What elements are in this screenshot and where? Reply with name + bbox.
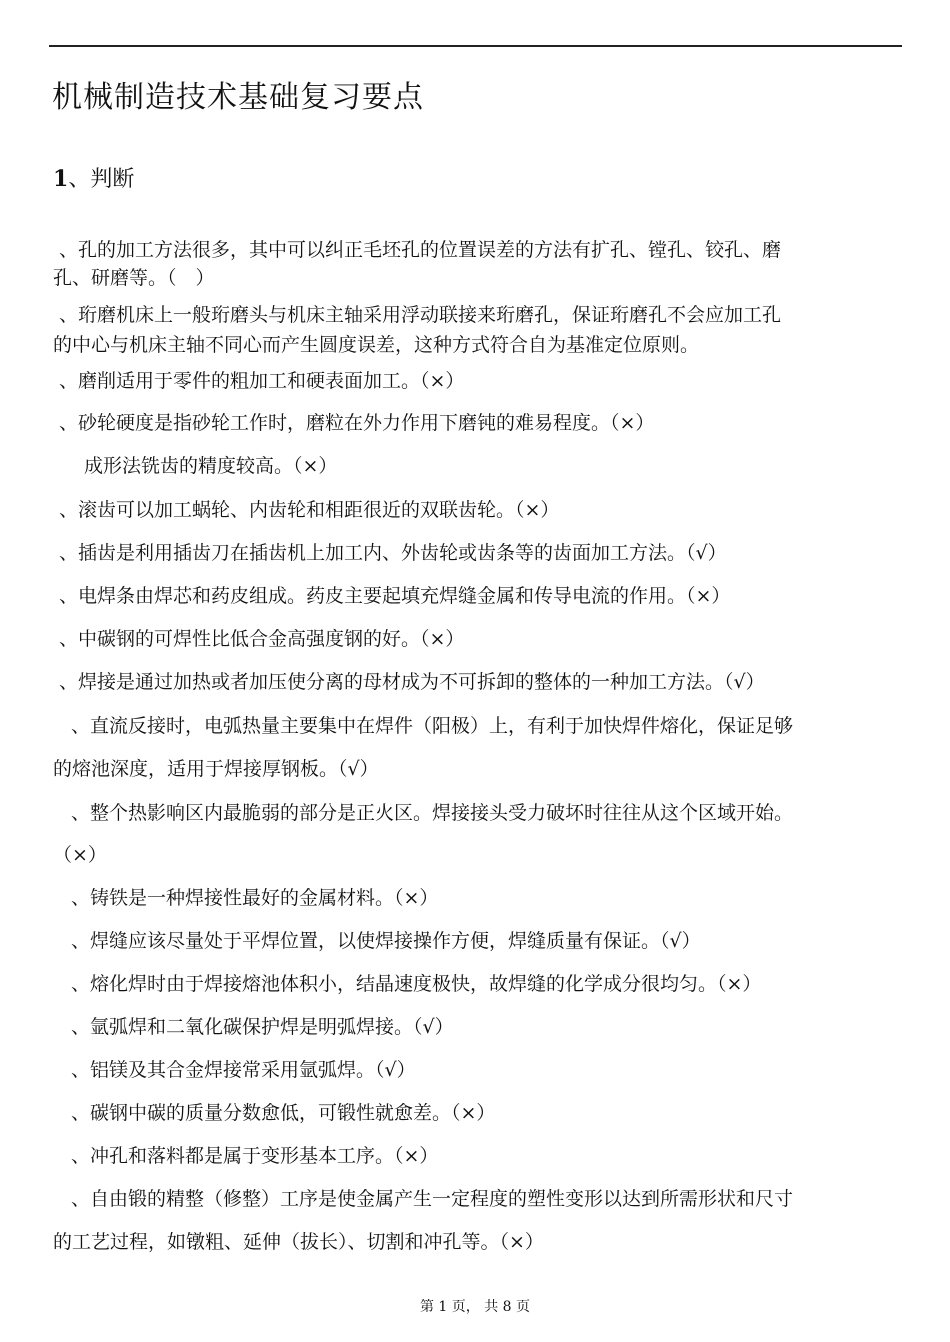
- section-heading: [53, 162, 134, 193]
- text-line: 、整个热影响区内最脆弱的部分是正火区。焊接接头受力破坏时往往从这个区域开始。: [71, 802, 794, 824]
- document-title: 机械制造技术基础复习要点: [52, 80, 424, 115]
- page-footer: 第 1 页， 共 8 页: [419, 1299, 531, 1315]
- text-line: 的中心与机床主轴不同心而产生圆度误差，这种方式符合自为基准定位原则。: [53, 334, 700, 356]
- section-number: 1: [53, 166, 69, 192]
- text-line: 、珩磨机床上一般珩磨头与机床主轴采用浮动联接来珩磨孔，保证珩磨孔不会应加工孔: [59, 304, 782, 326]
- text-line: 、直流反接时，电弧热量主要集中在焊件（阳极）上，有利于加快焊件熔化，保证足够: [71, 715, 794, 737]
- text-line: 、滚齿可以加工蜗轮、内齿轮和相距很近的双联齿轮。（×）: [59, 499, 560, 521]
- text-line: 成形法铣齿的精度较高。（×）: [84, 455, 338, 477]
- section-label: 、判断: [68, 167, 135, 192]
- text-line: 、氩弧焊和二氧化碳保护焊是明弧焊接。（√）: [71, 1016, 454, 1038]
- text-line: 、自由锻的精整（修整）工序是使金属产生一定程度的塑性变形以达到所需形状和尺寸: [71, 1188, 794, 1210]
- text-line: 、电焊条由焊芯和药皮组成。药皮主要起填充焊缝金属和传导电流的作用。（×）: [59, 585, 731, 607]
- text-line: 、砂轮硬度是指砂轮工作时，磨粒在外力作用下磨钝的难易程度。（×）: [59, 412, 655, 434]
- text-line: 的工艺过程，如镦粗、延伸（拔长）、切割和冲孔等。（×）: [53, 1231, 544, 1253]
- text-line: 、中碳钢的可焊性比低合金高强度钢的好。（×）: [59, 628, 465, 650]
- text-line: （×）: [53, 844, 107, 866]
- text-line: 、碳钢中碳的质量分数愈低，可锻性就愈差。（×）: [71, 1102, 496, 1124]
- text-line: 、插齿是利用插齿刀在插齿机上加工内、外齿轮或齿条等的齿面加工方法。（√）: [59, 542, 727, 564]
- text-line: 、铸铁是一种焊接性最好的金属材料。（×）: [71, 887, 439, 909]
- text-line: 、熔化焊时由于焊接熔池体积小，结晶速度极快，故焊缝的化学成分很均匀。（×）: [71, 973, 762, 995]
- text-line: 、冲孔和落料都是属于变形基本工序。（×）: [71, 1145, 439, 1167]
- text-line: 、孔的加工方法很多，其中可以纠正毛坯孔的位置误差的方法有扩孔、镗孔、铰孔、磨: [59, 239, 782, 261]
- text-line: 、焊接是通过加热或者加压使分离的母材成为不可拆卸的整体的一种加工方法。（√）: [59, 671, 765, 693]
- text-line: 的熔池深度，适用于焊接厚钢板。（√）: [53, 758, 379, 780]
- text-line: 、铝镁及其合金焊接常采用氩弧焊。（√）: [71, 1059, 416, 1081]
- text-line: 、焊缝应该尽量处于平焊位置，以使焊接操作方便，焊缝质量有保证。（√）: [71, 930, 701, 952]
- text-line: 孔、研磨等。（ ）: [53, 267, 215, 289]
- top-rule: [49, 45, 902, 47]
- text-line: 、磨削适用于零件的粗加工和硬表面加工。（×）: [59, 370, 465, 392]
